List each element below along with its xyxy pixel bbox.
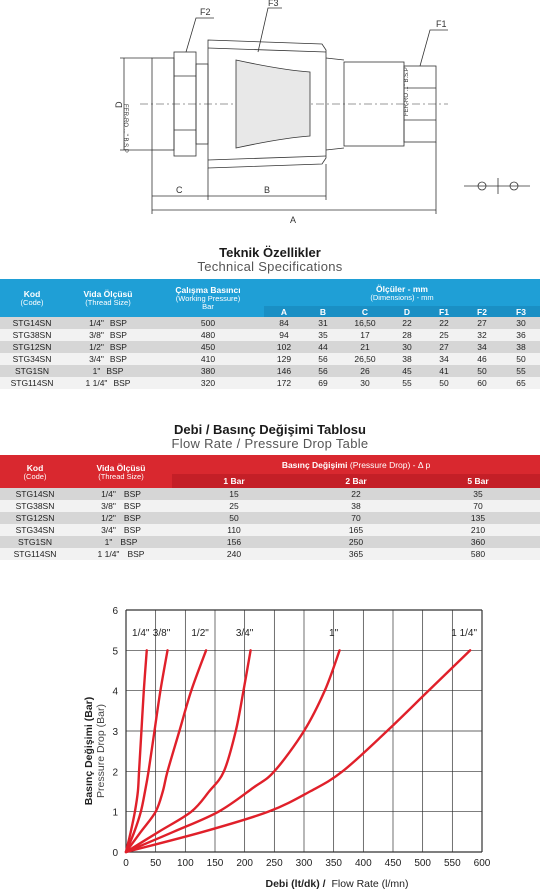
cell-b: 69 [304, 377, 342, 389]
spec-row [0, 317, 540, 329]
cell-a: 129 [264, 353, 304, 365]
series-label: 1/4" [132, 628, 150, 640]
y-tick-label: 6 [112, 606, 118, 617]
cell-1bar: 110 [172, 524, 296, 536]
cell-f1: 34 [426, 353, 462, 365]
spec-row [0, 329, 540, 341]
cell-5bar: 35 [416, 488, 540, 500]
cell-thread [70, 500, 172, 512]
cell-b: 56 [304, 353, 342, 365]
cell-code: STG1SN [0, 365, 64, 377]
cell-1bar: 156 [172, 536, 296, 548]
thread-size: 3/8" [89, 330, 104, 340]
cell-pressure: 410 [152, 353, 264, 365]
flow-row [0, 536, 540, 548]
cell-b: 44 [304, 341, 342, 353]
cell-b: 56 [304, 365, 342, 377]
label-c: C [176, 185, 183, 195]
col-dimensions: Ölçüler - mm (Dimensions) - mm [264, 279, 540, 306]
series-curve [126, 650, 340, 852]
cell-c: 16,50 [342, 317, 388, 329]
series-label: 3/4" [235, 628, 254, 640]
coupling-technical-drawing [0, 0, 540, 232]
thread-size: 1/2" [101, 513, 116, 523]
x-axis-label: Debi (lt/dk) / Flow Rate (l/mn) [265, 878, 409, 890]
y-tick-label: 0 [112, 848, 118, 859]
thread-type: BSP [113, 378, 131, 388]
spec-row [0, 341, 540, 353]
x-tick-label: 150 [206, 858, 224, 869]
cell-thread [70, 488, 172, 500]
thread-size: 1 1/4" [85, 378, 108, 388]
flow-table [0, 455, 540, 560]
col-f1: F1 [426, 306, 462, 317]
cell-d: 45 [388, 365, 426, 377]
cell-1bar: 15 [172, 488, 296, 500]
chart-series-labels [132, 628, 477, 639]
y-axis-label-en: Pressure Drop (Bar) [95, 704, 107, 798]
thread-size: 3/8" [101, 501, 116, 511]
thread-size: 1" [92, 366, 101, 376]
cell-2bar: 250 [296, 536, 416, 548]
thread-note-right: FER-RO ..." B.S.P [404, 67, 410, 116]
cell-2bar: 70 [296, 512, 416, 524]
thread-type: BSP [109, 318, 127, 328]
y-axis-label-tr: Basınç Değişimi (Bar) [83, 696, 95, 806]
y-tick-label: 2 [112, 767, 118, 779]
cell-f3: 65 [502, 377, 540, 389]
cell-f3: 50 [502, 353, 540, 365]
pressure-drop-chart [0, 598, 540, 890]
thread-size: 1" [104, 537, 113, 547]
cell-code: STG38SN [0, 500, 70, 512]
cell-c: 26 [342, 365, 388, 377]
cell-pressure: 450 [152, 341, 264, 353]
thread-note-left: FER-RO ..." B.S.P [122, 104, 128, 153]
cell-b: 35 [304, 329, 342, 341]
thread-type: BSP [106, 366, 124, 376]
cell-f2: 27 [462, 317, 502, 329]
cell-f1: 50 [426, 377, 462, 389]
cell-d: 55 [388, 377, 426, 389]
thread-size: 3/4" [89, 354, 104, 364]
spec-title-en: Technical Specifications [197, 259, 343, 274]
flow-title-block [0, 423, 540, 450]
cell-d: 30 [388, 341, 426, 353]
cell-c: 17 [342, 329, 388, 341]
x-tick-label: 0 [123, 858, 129, 869]
cell-pressure: 480 [152, 329, 264, 341]
cell-code: STG38SN [0, 329, 64, 341]
col-pressure: Çalışma Basıncı (Working Pressure) Bar [152, 279, 264, 317]
cell-thread [64, 329, 152, 341]
cell-f3: 55 [502, 365, 540, 377]
thread-type: BSP [109, 354, 127, 364]
flow-row [0, 512, 540, 524]
flow-row [0, 548, 540, 560]
cell-thread [70, 512, 172, 524]
cell-thread [70, 548, 172, 560]
cell-a: 172 [264, 377, 304, 389]
cell-thread [64, 317, 152, 329]
cell-thread [64, 365, 152, 377]
col-d: D [388, 306, 426, 317]
cell-f2: 46 [462, 353, 502, 365]
series-label: 1 1/4" [451, 628, 478, 640]
col-c: C [342, 306, 388, 317]
col-f2: F2 [462, 306, 502, 317]
cell-2bar: 22 [296, 488, 416, 500]
spec-row [0, 365, 540, 377]
cell-c: 30 [342, 377, 388, 389]
spec-table [0, 279, 540, 389]
chart-curves [126, 650, 470, 852]
cell-code: STG34SN [0, 353, 64, 365]
flow-title-tr: Debi / Basınç Değişimi Tablosu [174, 422, 366, 437]
x-tick-label: 50 [150, 858, 162, 869]
flow-title-en: Flow Rate / Pressure Drop Table [171, 436, 369, 451]
x-tick-label: 100 [176, 858, 194, 869]
cell-thread [64, 341, 152, 353]
flow-col-thread: Vida Ölçüsü (Thread Size) [70, 455, 172, 488]
cell-5bar: 580 [416, 548, 540, 560]
x-tick-label: 500 [414, 858, 432, 869]
flow-col-1bar: 1 Bar [172, 474, 296, 488]
cell-1bar: 50 [172, 512, 296, 524]
col-thread: Vida Ölçüsü (Thread Size) [64, 279, 152, 317]
flow-row [0, 500, 540, 512]
x-tick-label: 600 [473, 858, 491, 869]
flow-col-code: Kod (Code) [0, 455, 70, 488]
cell-b: 31 [304, 317, 342, 329]
cell-code: STG114SN [0, 377, 64, 389]
thread-type: BSP [123, 489, 141, 499]
cell-thread [70, 536, 172, 548]
series-label: 3/8" [152, 628, 171, 640]
col-a: A [264, 306, 304, 317]
cell-code: STG12SN [0, 341, 64, 353]
thread-size: 1 1/4" [97, 549, 120, 559]
x-tick-label: 550 [443, 858, 461, 869]
cell-c: 26,50 [342, 353, 388, 365]
y-tick-label: 1 [112, 807, 118, 819]
cell-1bar: 25 [172, 500, 296, 512]
cell-f3: 38 [502, 341, 540, 353]
cell-a: 102 [264, 341, 304, 353]
thread-type: BSP [120, 537, 138, 547]
thread-type: BSP [127, 549, 145, 559]
cell-d: 22 [388, 317, 426, 329]
thread-size: 3/4" [101, 525, 116, 535]
series-label: 1/2" [191, 628, 209, 640]
x-tick-label: 350 [325, 858, 343, 869]
flow-row [0, 524, 540, 536]
cell-f3: 30 [502, 317, 540, 329]
thread-type: BSP [123, 513, 141, 523]
cell-2bar: 165 [296, 524, 416, 536]
thread-type: BSP [123, 501, 141, 511]
cell-f3: 36 [502, 329, 540, 341]
x-tick-label: 450 [384, 858, 402, 869]
cell-f2: 32 [462, 329, 502, 341]
thread-type: BSP [109, 330, 127, 340]
cell-code: STG34SN [0, 524, 70, 536]
label-f3: F3 [268, 0, 279, 8]
col-b: B [304, 306, 342, 317]
y-tick-label: 3 [112, 727, 118, 738]
cell-5bar: 210 [416, 524, 540, 536]
label-d: D [114, 101, 124, 108]
x-tick-label: 400 [354, 858, 372, 869]
cell-thread [64, 377, 152, 389]
cell-f1: 41 [426, 365, 462, 377]
cell-5bar: 360 [416, 536, 540, 548]
cell-2bar: 365 [296, 548, 416, 560]
flow-col-drop: Basınç Değişimi (Pressure Drop) - Δ p [172, 455, 540, 474]
y-tick-label: 5 [112, 646, 118, 658]
x-tick-label: 250 [265, 858, 283, 869]
cell-pressure: 500 [152, 317, 264, 329]
cell-code: STG14SN [0, 317, 64, 329]
cell-d: 28 [388, 329, 426, 341]
cell-2bar: 38 [296, 500, 416, 512]
label-a: A [290, 215, 297, 225]
cell-f1: 27 [426, 341, 462, 353]
cell-c: 21 [342, 341, 388, 353]
thread-size: 1/2" [89, 342, 104, 352]
y-tick-label: 4 [112, 686, 118, 698]
cell-f2: 60 [462, 377, 502, 389]
cell-code: STG1SN [0, 536, 70, 548]
thread-type: BSP [109, 342, 127, 352]
cell-1bar: 240 [172, 548, 296, 560]
cell-5bar: 70 [416, 500, 540, 512]
col-f3: F3 [502, 306, 540, 317]
cell-f2: 34 [462, 341, 502, 353]
cell-thread [64, 353, 152, 365]
series-curve [126, 650, 147, 852]
col-code: Kod (Code) [0, 279, 64, 317]
cell-d: 38 [388, 353, 426, 365]
spec-row [0, 377, 540, 389]
spec-row [0, 353, 540, 365]
series-label: 1" [329, 628, 339, 640]
cell-5bar: 135 [416, 512, 540, 524]
thread-type: BSP [123, 525, 141, 535]
cell-a: 94 [264, 329, 304, 341]
x-tick-label: 200 [236, 858, 254, 869]
label-b: B [264, 185, 271, 195]
cell-pressure: 320 [152, 377, 264, 389]
cell-thread [70, 524, 172, 536]
cell-pressure: 380 [152, 365, 264, 377]
flow-row [0, 488, 540, 500]
cell-a: 84 [264, 317, 304, 329]
flow-col-2bar: 2 Bar [296, 474, 416, 488]
cell-code: STG14SN [0, 488, 70, 500]
thread-size: 1/4" [101, 489, 116, 499]
cell-f1: 22 [426, 317, 462, 329]
label-f2: F2 [200, 7, 211, 17]
cell-code: STG12SN [0, 512, 70, 524]
thread-size: 1/4" [89, 318, 104, 328]
cell-a: 146 [264, 365, 304, 377]
flow-col-5bar: 5 Bar [416, 474, 540, 488]
cell-f1: 25 [426, 329, 462, 341]
x-tick-label: 300 [295, 858, 313, 869]
spec-title-block [0, 246, 540, 273]
label-f1: F1 [436, 19, 447, 29]
chart-ticks [112, 606, 490, 869]
cell-code: STG114SN [0, 548, 70, 560]
spec-title-tr: Teknik Özellikler [219, 245, 321, 260]
cell-f2: 50 [462, 365, 502, 377]
